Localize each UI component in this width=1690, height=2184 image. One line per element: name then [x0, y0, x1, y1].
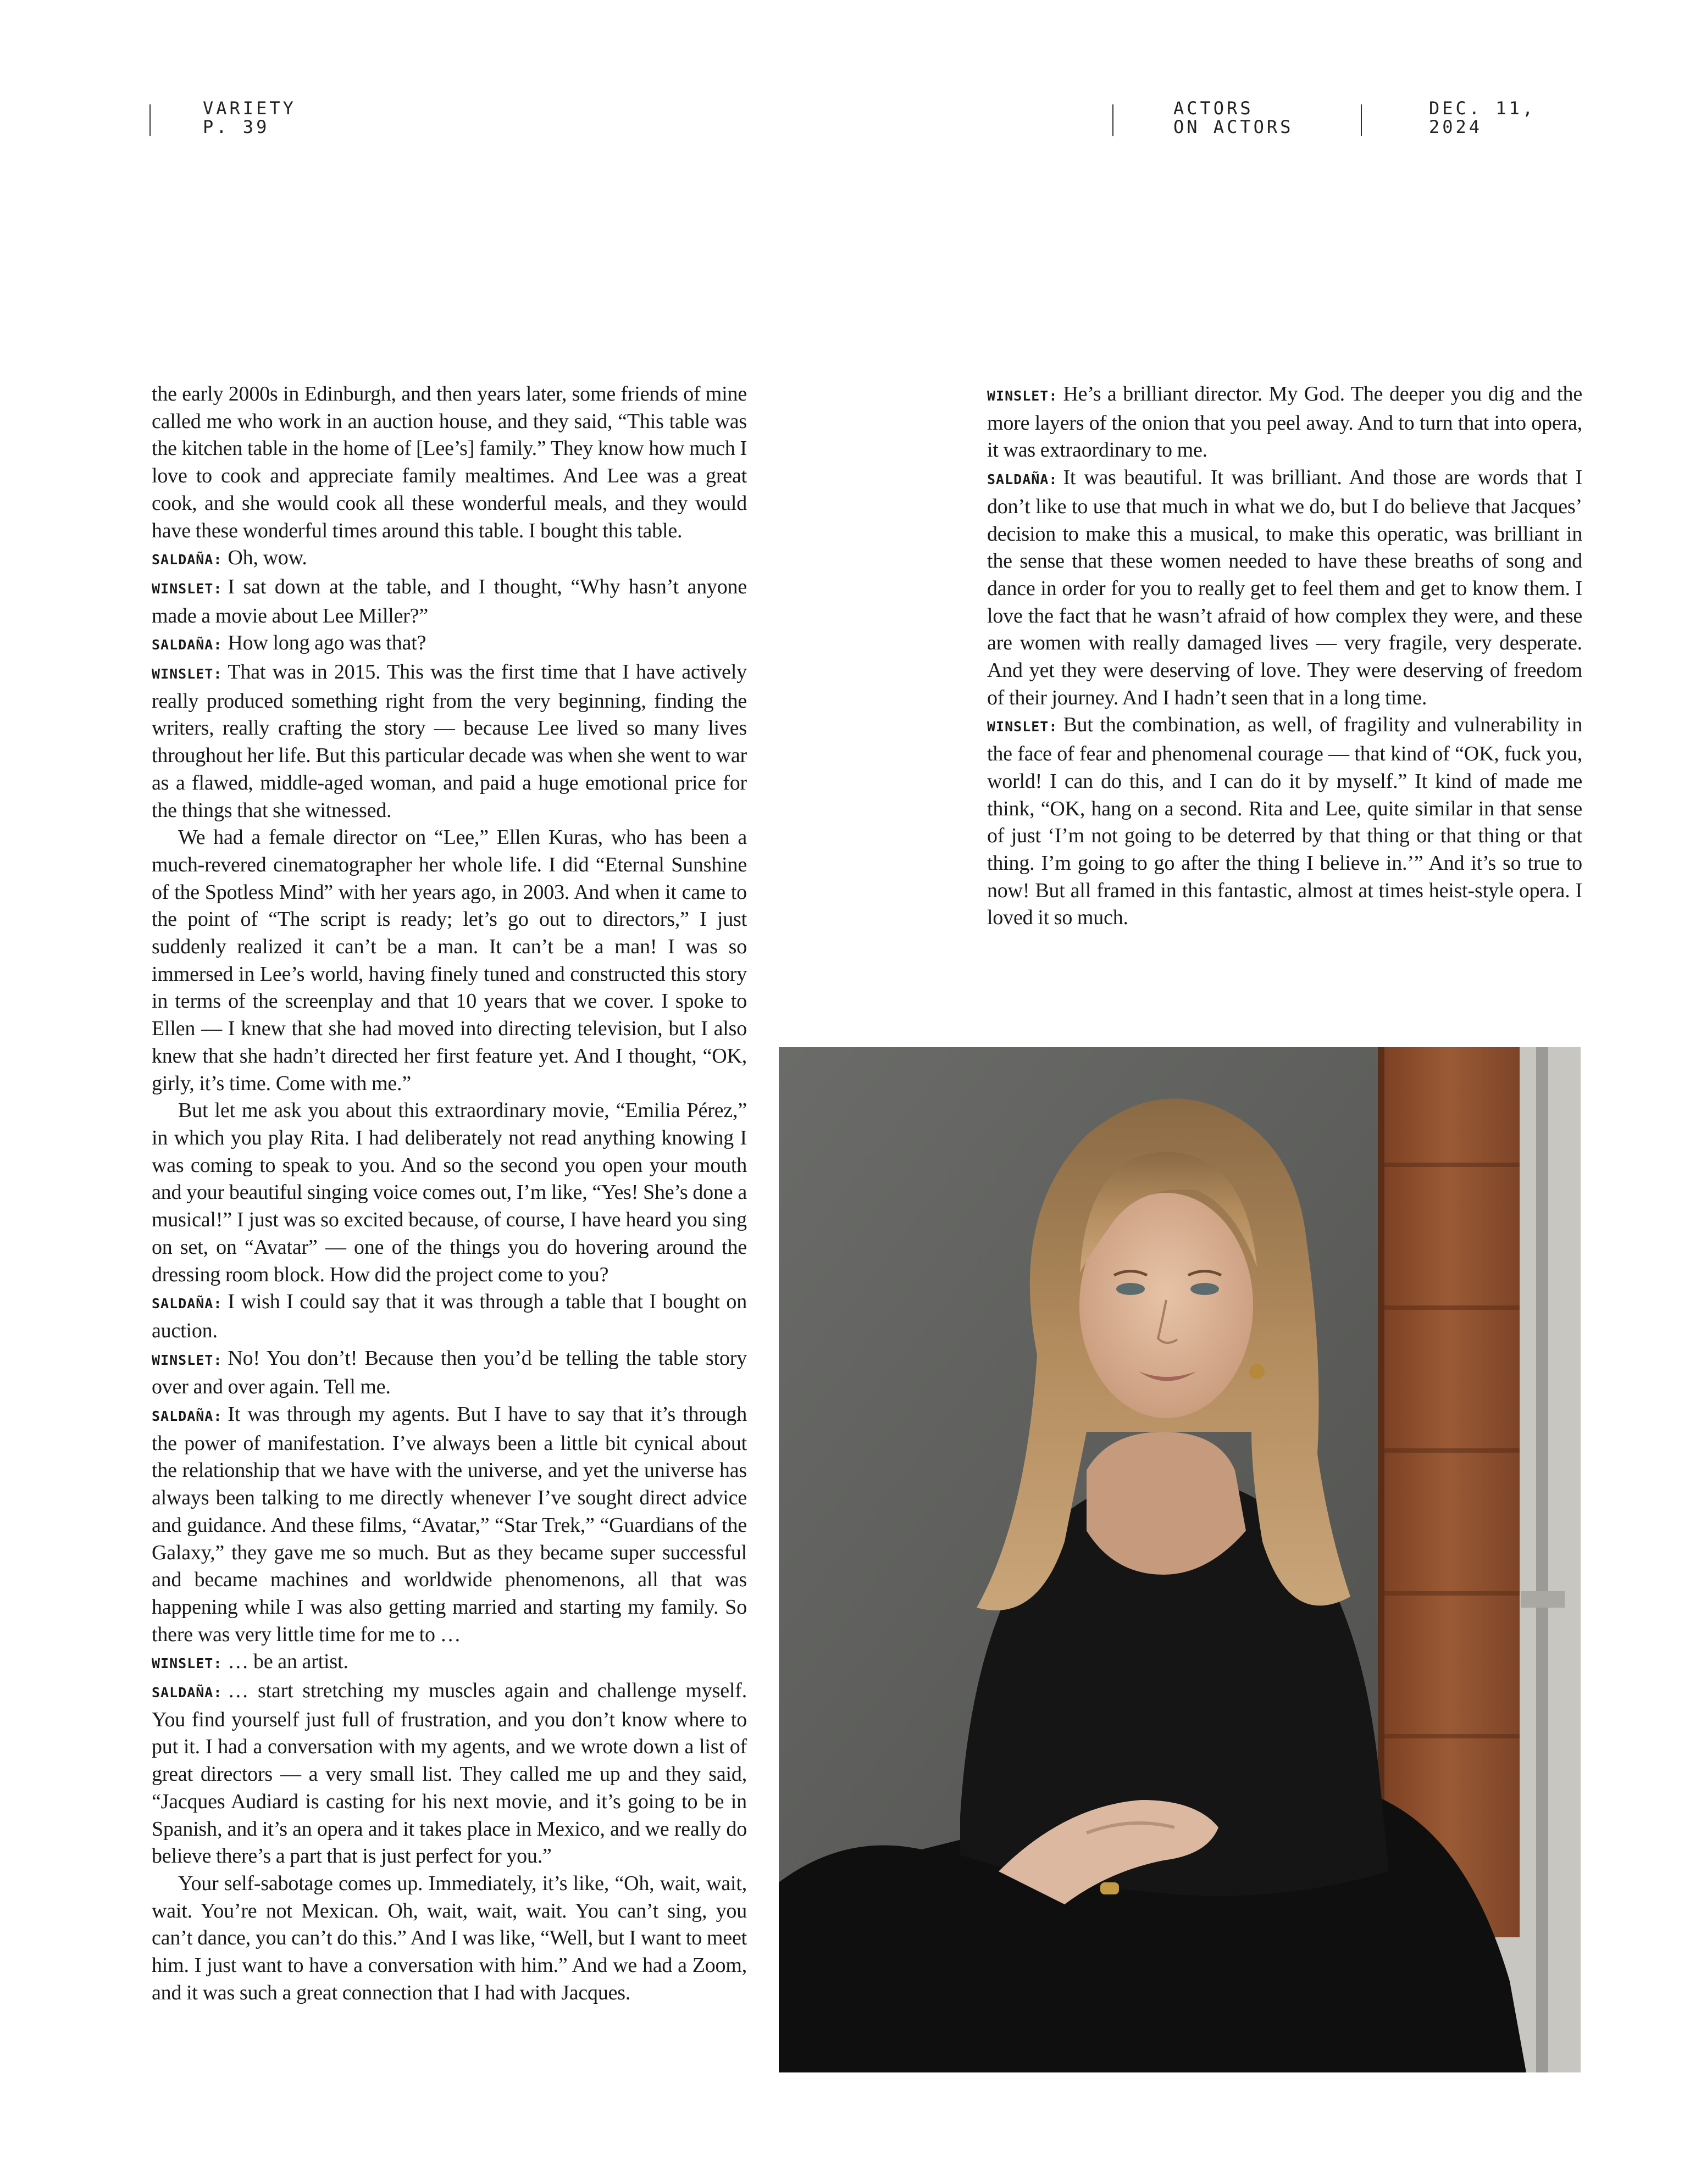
paragraph — [152, 1288, 747, 1344]
publication-info — [203, 99, 296, 136]
paragraph — [152, 1648, 747, 1677]
paragraph — [152, 574, 747, 630]
header-rule-left — [149, 104, 151, 136]
paragraph-text: Your self-sabotage comes up. Immediately, it’s like, “Oh, wait, wait, wait. You’re not Mexican. Oh, wait, wait, wait. You can’t sing, you can’t dance, you can’t do this.” And I was like, “Well, but I want to meet him. I just want to have a conversation with him.” And we had a Zoom, and it was such a great connection that I had with Jacques. — [152, 1871, 747, 2004]
speaker-label: WINSLET: — [152, 666, 223, 682]
article-column-left — [152, 381, 747, 2007]
paragraph — [152, 1345, 747, 1401]
speaker-label: SALDAÑA: — [152, 1685, 223, 1701]
paragraph-text: … be an artist. — [228, 1650, 348, 1674]
date-line-1: DEC. 11, — [1429, 98, 1536, 119]
section-line-1: ACTORS — [1173, 98, 1254, 119]
speaker-label: WINSLET: — [152, 1655, 223, 1672]
portrait-photo — [779, 1047, 1581, 2072]
paragraph-text: But let me ask you about this extraordinary movie, “Emilia Pérez,” in which you play Rita. I had deliberately not read anything knowing I was coming to speak to you. And so the second you open your mouth and your beautiful singing voice comes out, I’m like, “Yes! She’s done a musical!” I just was so excited because, of course, I have heard you sing on set, on “Avatar” — one of the things you do hovering around the dressing room block. How did the project come to you? — [152, 1099, 747, 1286]
paragraph-text: It was beautiful. It was brilliant. And those are words that I don’t like to use that much in what we do, but I do believe that Jacques’ decision to make this a musical, to make this operatic, was brilliant in the sense that these women needed to have these breaths of song and dance in order for you to really get to feel them and get to know them. I love the fact that he wasn’t afraid of how complex they were, and these are women with really damaged lives — very fragile, very desperate. And yet they were deserving of love. They were deserving of freedom of their journey. And I hadn’t seen that in a long time. — [987, 466, 1582, 709]
paragraph — [987, 464, 1582, 712]
publication-name: VARIETY — [203, 98, 296, 119]
portrait-illustration — [779, 1047, 1581, 2072]
date-line-2: 2024 — [1429, 116, 1483, 137]
paragraph — [152, 824, 747, 1097]
paragraph-text: the early 2000s in Edinburgh, and then years later, some friends of mine called me who work in an auction house, and they said, “This table was the kitchen table in the home of [Lee’s] family.” They know how much I love to cook and appreciate family mealtimes. And Lee was a great cook, and she would cook all these wonderful meals, and they would have these wonderful times around this table. I bought this table. — [152, 382, 747, 542]
speaker-label: SALDAÑA: — [152, 637, 223, 653]
speaker-label: WINSLET: — [152, 580, 223, 597]
paragraph — [152, 630, 747, 659]
speaker-label: WINSLET: — [152, 1352, 223, 1368]
speaker-label: WINSLET: — [987, 388, 1058, 404]
article-column-right — [987, 381, 1582, 932]
paragraph — [152, 1677, 747, 1870]
paragraph-text: … start stretching my muscles again and challenge myself. You find yourself just full of frustration, and you don’t know where to put it. I had a conversation with my agents, and we wrote down a list of great directors — a very small list. They called me up and they said, “Jacques Audiard is casting for his next movie, and it’s going to be in Spanish, and it’s an opera and it takes place in Mexico, and we really do believe there’s a part that is just perfect for you.” — [152, 1679, 747, 1868]
paragraph — [152, 381, 747, 544]
page-number: P. 39 — [203, 116, 270, 137]
issue-date — [1429, 99, 1536, 136]
paragraph-text: But the combination, as well, of fragility and vulnerability in the face of fear and phenomenal courage — that kind of “OK, fuck you, world! I can do this, and I can do it by myself.” It kind of made me think, “OK, hang on a second. Rita and Lee, quite similar in that sense of just ‘I’m not going to be deterred by that thing or that thing or that thing. I’m going to go after the thing I believe in.’” And it’s so true to now! But all framed in this fantastic, almost at times heist-style opera. I loved it so much. — [987, 713, 1582, 930]
section-label — [1173, 99, 1293, 136]
paragraph-text: I sat down at the table, and I thought, “Why hasn’t anyone made a movie about Lee Miller?” — [152, 575, 747, 627]
paragraph-text: I wish I could say that it was through a table that I bought on auction. — [152, 1290, 747, 1342]
paragraph-text: We had a female director on “Lee,” Ellen Kuras, who has been a much-revered cinematographer her whole life. I did “Eternal Sunshine of the Spotless Mind” with her years ago, in 2003. And when it came to the point of “The script is ready; let’s go out to directors,” I just suddenly realized it can’t be a man. It can’t be a man! I was so immersed in Lee’s world, having finely tuned and constructed this story in terms of the screenplay and that 10 years that we cover. I spoke to Ellen — I knew that she had moved into directing television, but I also knew that she hadn’t directed her first feature yet. And I thought, “OK, girly, it’s time. Come with me.” — [152, 826, 747, 1095]
speaker-label: SALDAÑA: — [152, 1408, 223, 1425]
paragraph — [152, 659, 747, 824]
paragraph — [152, 1870, 747, 2007]
paragraph — [152, 544, 747, 574]
paragraph-text: No! You don’t! Because then you’d be telling the table story over and over again. Tell me. — [152, 1346, 747, 1399]
speaker-label: WINSLET: — [987, 719, 1058, 735]
speaker-label: SALDAÑA: — [987, 471, 1058, 488]
header-rule-middle — [1112, 104, 1113, 136]
paragraph — [152, 1097, 747, 1288]
paragraph-text: How long ago was that? — [228, 631, 426, 655]
paragraph — [152, 1401, 747, 1648]
paragraph — [987, 381, 1582, 464]
speaker-label: SALDAÑA: — [152, 1296, 223, 1312]
section-line-2: ON ACTORS — [1173, 116, 1294, 137]
header-rule-right — [1361, 104, 1362, 136]
paragraph — [987, 712, 1582, 932]
speaker-label: SALDAÑA: — [152, 552, 223, 568]
paragraph-text: He’s a brilliant director. My God. The deeper you dig and the more layers of the onion that you peel away. And to turn that into opera, it was extraordinary to me. — [987, 382, 1582, 462]
paragraph-text: That was in 2015. This was the first time that I have actively really produced something right from the very beginning, finding the writers, really crafting the story — because Lee lived so many lives throughout her life. But this particular decade was when she went to war as a flawed, middle-aged woman, and paid a huge emotional price for the things that she witnessed. — [152, 660, 747, 822]
paragraph-text: It was through my agents. But I have to say that it’s through the power of manifestation. I’ve always been a little bit cynical about the relationship that we have with the universe, and yet the universe has always been talking to me directly whenever I’ve sought direct advice and guidance. And these films, “Avatar,” “Star Trek,” “Guardians of the Galaxy,” they gave me so much. But as they became super successful and became machines and worldwide phenomenons, all that was happening while I was also getting married and starting my family. So there was very little time for me to … — [152, 1403, 747, 1646]
paragraph-text: Oh, wow. — [228, 546, 307, 570]
